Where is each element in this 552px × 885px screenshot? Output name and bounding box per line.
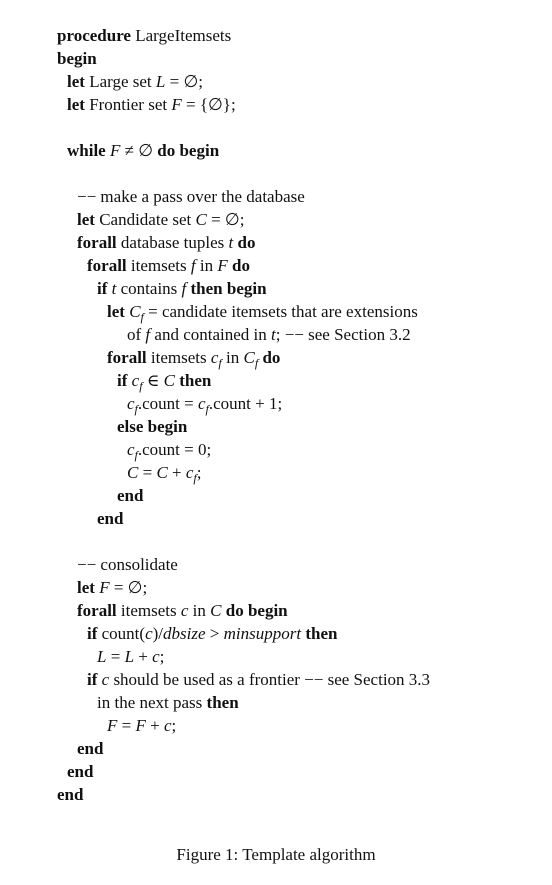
keyword: do begin	[157, 141, 220, 160]
text-fragment: Large set	[84, 72, 156, 91]
algorithm-line	[57, 26, 231, 46]
algorithm-line	[97, 693, 239, 713]
keyword: begin	[57, 49, 97, 68]
text-fragment: should be used as a frontier −− see Section 3.3	[109, 670, 431, 689]
math-symbol: C	[195, 210, 207, 229]
math-symbol: f	[193, 471, 197, 485]
keyword: then	[206, 693, 239, 712]
text-fragment: itemsets	[126, 256, 191, 275]
keyword: end	[67, 762, 94, 781]
keyword: forall	[77, 233, 117, 252]
text-fragment: = candidate itemsets that are extensions	[143, 302, 418, 321]
text-fragment: ;	[196, 463, 202, 482]
text-fragment: =	[106, 647, 125, 666]
text-fragment: itemsets	[116, 601, 181, 620]
algorithm-line	[77, 187, 305, 207]
algorithm-line	[67, 762, 93, 782]
math-symbol: t	[271, 325, 276, 344]
algorithm-line	[97, 279, 267, 299]
text-fragment: = ∅;	[206, 210, 245, 229]
algorithm-line	[77, 233, 256, 253]
text-fragment: −− consolidate	[77, 555, 178, 574]
math-symbol: L	[124, 647, 135, 666]
math-symbol: t	[111, 279, 117, 298]
algorithm-line	[107, 302, 418, 327]
math-symbol: F	[109, 141, 121, 160]
keyword: procedure	[57, 26, 131, 45]
math-symbol: c	[145, 624, 153, 643]
algorithm-line	[87, 256, 250, 276]
algorithm-line	[127, 325, 411, 345]
text-fragment: )/	[152, 624, 164, 643]
text-fragment: LargeItemsets	[130, 26, 232, 45]
algorithm-line	[127, 440, 211, 465]
math-symbol: f	[134, 448, 138, 462]
keyword: if	[97, 279, 108, 298]
text-fragment: .count = 0;	[137, 440, 212, 459]
text-fragment: in	[195, 256, 218, 275]
math-symbol: dbsize	[163, 624, 206, 643]
math-symbol: F	[135, 716, 146, 735]
math-symbol: c	[127, 440, 135, 459]
algorithm-line	[107, 348, 280, 373]
math-symbol: C	[156, 463, 168, 482]
algorithm-line	[97, 647, 164, 667]
algorithm-line	[87, 624, 337, 644]
algorithm-line	[87, 670, 430, 690]
text-fragment: ;	[171, 716, 177, 735]
keyword: end	[77, 739, 104, 758]
math-symbol: c	[210, 348, 219, 367]
math-symbol: f	[140, 310, 144, 324]
text-fragment: +	[134, 647, 153, 666]
text-fragment: .count =	[137, 394, 198, 413]
text-fragment: of	[127, 325, 146, 344]
text-fragment: ;	[159, 647, 165, 666]
algorithm-line	[77, 555, 178, 575]
math-symbol: f	[254, 356, 259, 370]
keyword: do	[231, 256, 250, 275]
algorithm-line	[117, 486, 143, 506]
algorithm-line	[67, 95, 236, 115]
text-fragment: Frontier set	[84, 95, 172, 114]
keyword: if	[117, 371, 128, 390]
algorithm-line	[97, 509, 123, 529]
math-symbol: f	[218, 356, 222, 370]
math-symbol: f	[145, 325, 151, 344]
algorithm-line	[117, 371, 211, 396]
keyword: let	[67, 95, 85, 114]
text-fragment: =	[117, 716, 136, 735]
text-fragment: =	[138, 463, 157, 482]
text-fragment: +	[145, 716, 164, 735]
math-symbol: t	[228, 233, 234, 252]
text-fragment: in	[188, 601, 211, 620]
keyword: forall	[87, 256, 127, 275]
math-symbol: L	[155, 72, 166, 91]
text-fragment: contains	[116, 279, 182, 298]
keyword: end	[97, 509, 124, 528]
math-symbol: c	[185, 463, 194, 482]
keyword: do	[237, 233, 256, 252]
math-symbol: C	[243, 348, 255, 367]
keyword: then	[305, 624, 338, 643]
math-symbol: C	[210, 601, 222, 620]
keyword: if	[87, 624, 98, 643]
algorithm-line	[77, 601, 288, 621]
text-fragment: ∈	[142, 371, 164, 390]
math-symbol: f	[139, 379, 143, 393]
text-fragment: = ∅;	[165, 72, 203, 91]
math-symbol: F	[171, 95, 182, 114]
math-symbol: f	[190, 256, 196, 275]
figure-caption: Figure 1: Template algorithm	[176, 845, 376, 864]
math-symbol: f	[134, 402, 138, 416]
math-symbol: F	[99, 578, 110, 597]
math-symbol: f	[181, 279, 187, 298]
text-fragment: = ∅;	[109, 578, 148, 597]
text-fragment: +	[167, 463, 186, 482]
text-fragment: in the next pass	[97, 693, 207, 712]
keyword: while	[67, 141, 106, 160]
math-symbol: c	[180, 601, 189, 620]
math-symbol: c	[152, 647, 160, 666]
keyword: let	[77, 578, 95, 597]
keyword: end	[117, 486, 144, 505]
algorithm-line	[107, 716, 176, 736]
math-symbol: c	[101, 670, 110, 689]
keyword: then	[179, 371, 212, 390]
keyword: let	[67, 72, 85, 91]
keyword: if	[87, 670, 98, 689]
math-symbol: c	[163, 716, 172, 735]
text-fragment: database tuples	[116, 233, 229, 252]
algorithm-line	[127, 463, 202, 488]
math-symbol: L	[97, 647, 107, 666]
math-symbol: F	[107, 716, 118, 735]
algorithm-line	[127, 394, 282, 419]
math-symbol: C	[163, 371, 175, 390]
text-fragment: ; −− see Section 3.2	[275, 325, 411, 344]
text-fragment: itemsets	[146, 348, 211, 367]
algorithm-line	[77, 210, 244, 230]
text-fragment: .count + 1;	[208, 394, 283, 413]
algorithm-line	[57, 785, 83, 805]
math-symbol: c	[131, 371, 140, 390]
text-fragment: ≠ ∅	[120, 141, 158, 160]
keyword: then begin	[190, 279, 267, 298]
math-symbol: C	[129, 302, 141, 321]
keyword: end	[57, 785, 84, 804]
keyword: forall	[107, 348, 147, 367]
text-fragment: Candidate set	[94, 210, 196, 229]
keyword: forall	[77, 601, 117, 620]
keyword: else begin	[117, 417, 188, 436]
algorithm-line	[67, 141, 219, 161]
keyword: do begin	[225, 601, 288, 620]
math-symbol: minsupport	[223, 624, 302, 643]
text-fragment: count(	[97, 624, 146, 643]
text-fragment: = {∅};	[181, 95, 236, 114]
math-symbol: f	[205, 402, 209, 416]
math-symbol: c	[198, 394, 206, 413]
algorithm-line	[77, 739, 103, 759]
text-fragment: >	[205, 624, 224, 643]
math-symbol: F	[217, 256, 228, 275]
math-symbol: C	[127, 463, 139, 482]
text-fragment: in	[221, 348, 244, 367]
algorithm-line	[117, 417, 187, 437]
algorithm-line	[77, 578, 147, 598]
keyword: let	[107, 302, 125, 321]
algorithm-line	[57, 49, 97, 69]
algorithm-line	[67, 72, 203, 92]
keyword: let	[77, 210, 95, 229]
keyword: do	[262, 348, 281, 367]
math-symbol: c	[127, 394, 135, 413]
text-fragment: and contained in	[150, 325, 272, 344]
text-fragment: −− make a pass over the database	[77, 187, 305, 206]
